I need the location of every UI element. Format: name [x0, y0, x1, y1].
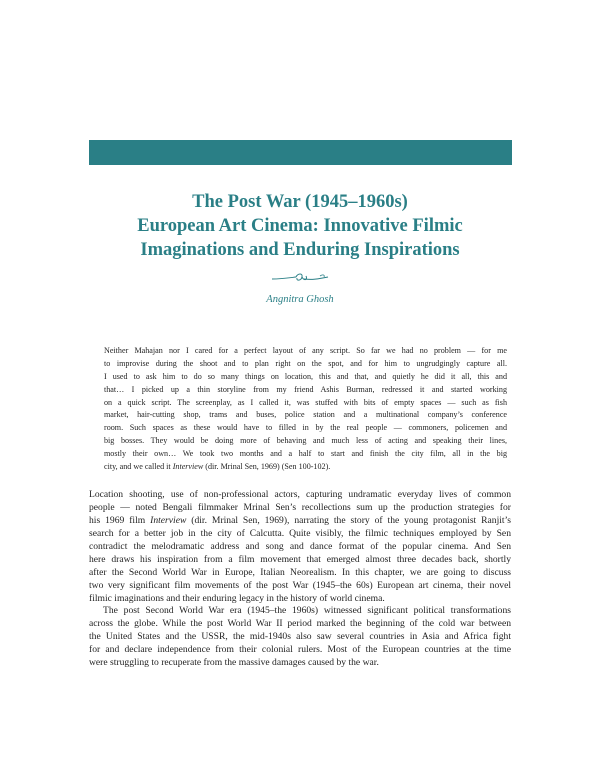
body-line — [89, 515, 511, 528]
body-line: filmic imaginations and their enduring legacy in the history of world cinema. — [89, 592, 385, 604]
body-line: here draws his inspiration from a film movement that emerged almost three decades back, shortly — [89, 553, 511, 565]
epigraph-line: big bosses. They would be doing more of behaving and much less of acting and speaking their lines, — [104, 436, 507, 446]
body-line: the United States and the USSR, the mid-1940s also saw several countries in Asia and Africa fight — [89, 631, 511, 643]
body-line: The post Second World War era (1945–the 1960s) witnessed significant political transformations — [103, 605, 511, 617]
chapter-title-line-3: Imaginations and Enduring Inspirations — [140, 240, 460, 260]
epigraph-text: city, and we called it — [104, 462, 173, 472]
body-line: for and declare independence from their colonial rulers. Most of the European countries at the time — [89, 644, 511, 656]
film-title-interview: Interview — [172, 462, 204, 472]
epigraph-line: market, hair-cutting shop, trams and buses, police station and a multinational company’s conference — [104, 410, 507, 420]
epigraph-quote — [104, 345, 507, 474]
epigraph-line: that… I picked up a thin storyline from my friend Ashis Burman, redressed it and started working — [104, 384, 507, 394]
chapter-title-line-1: The Post War (1945–1960s) — [192, 192, 408, 212]
body-line: contradict the melodramatic address and song and dance format of the popular cinema. And Sen — [89, 540, 511, 552]
epigraph-line: room. Such spaces as these would have to filled in by the real people — commoners, policemen and — [104, 423, 507, 433]
body-line: Location shooting, use of non-professional actors, capturing undramatic everyday lives of common — [89, 489, 511, 500]
body-line: were struggling to recuperate from the massive damages caused by the war. — [89, 657, 379, 669]
epigraph-line: mostly their own… We took two months and a half to start and finish the city film, all in the big — [104, 449, 507, 459]
body-line: people — noted Bengali filmmaker Mrinal Sen’s recollections sum up the production strategies for — [89, 501, 511, 513]
flourish-ornament-icon — [270, 271, 330, 285]
epigraph-line: to improvise during the shoot and to plan right on the spot, and for him to ungrudgingly capture all. — [104, 358, 507, 368]
epigraph-citation: (dir. Mrinal Sen, 1969) (Sen 100-102). — [203, 462, 331, 472]
body-line: after the Second World War in Europe, Italian Neorealism. In this chapter, we are going to discuss — [89, 566, 511, 578]
epigraph-line: Neither Mahajan nor I cared for a perfect layout of any script. So far we had no problem — for me — [104, 346, 507, 355]
epigraph-line: I used to ask him to do so many things on location, this and that, and quietly he did it all, this and — [104, 371, 507, 381]
body-text: his 1969 film — [89, 514, 151, 526]
chapter-header-band — [89, 140, 512, 165]
body-text: (dir. Mrinal Sen, 1969), narrating the story of the young protagonist Ranjit’s — [186, 514, 511, 526]
body-line: across the globe. While the post World War II period marked the beginning of the cold war between — [89, 618, 511, 630]
epigraph-line: on a quick script. The screenplay, as I called it, was stuffed with bits of empty spaces — such as fish — [104, 397, 507, 407]
body-line: two very significant film movements of the post War (1945–the 60s) European art cinema, their novel — [89, 579, 511, 591]
epigraph-line — [104, 461, 507, 474]
body-line: search for a better job in the city of Calcutta. Quite visibly, the filmic techniques employed by Sen — [89, 527, 511, 539]
author-name: Angnitra Ghosh — [266, 294, 334, 305]
chapter-title-line-2: European Art Cinema: Innovative Filmic — [137, 216, 463, 236]
film-title-interview: Interview — [150, 514, 187, 526]
chapter-title — [0, 190, 600, 262]
chapter-body — [89, 489, 511, 670]
